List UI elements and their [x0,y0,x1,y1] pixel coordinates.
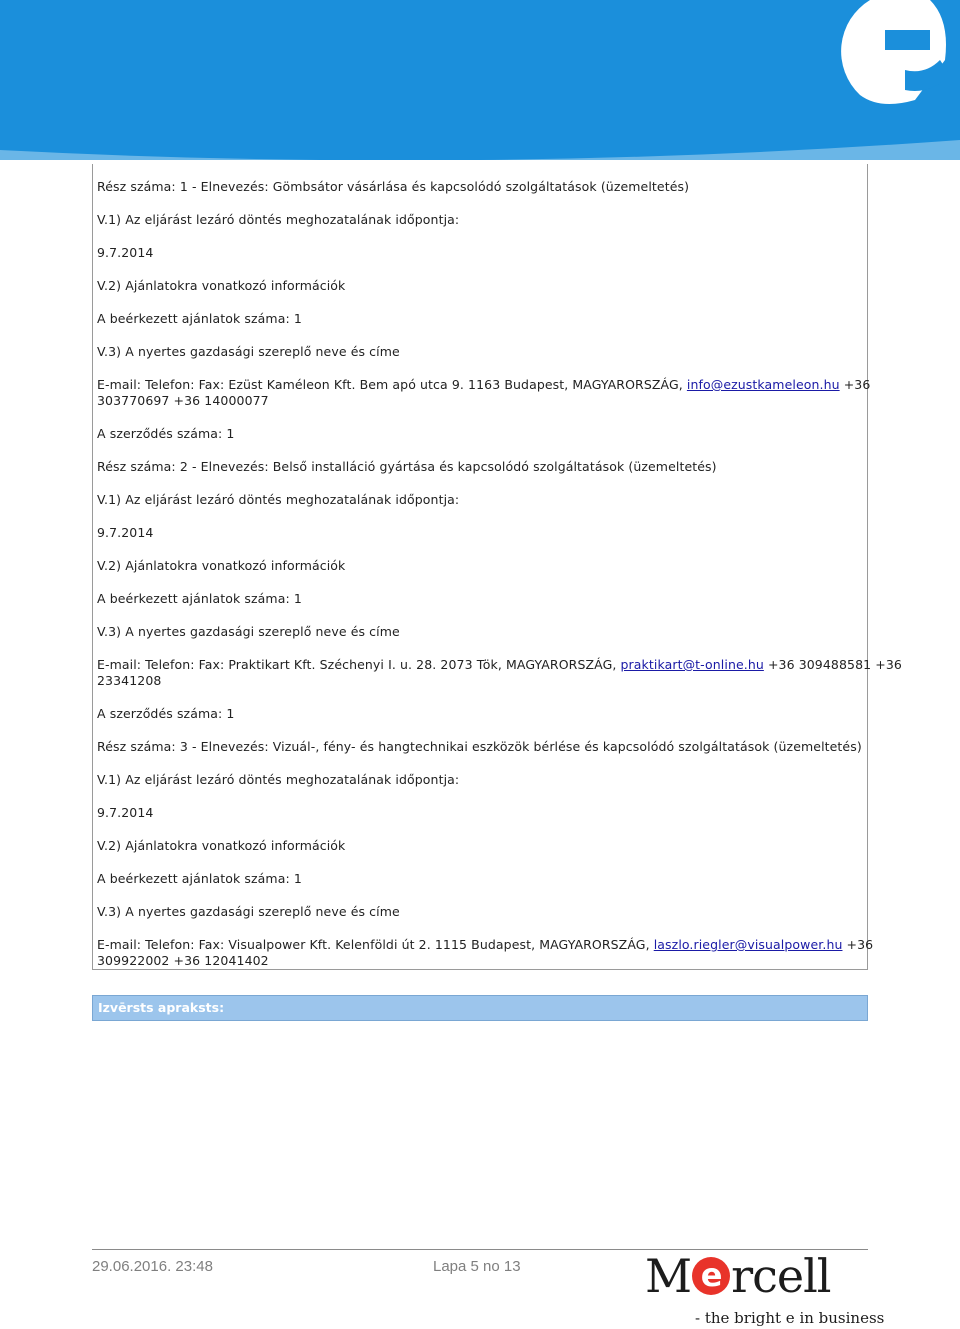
winner-contact-cont: 23341208 [97,673,162,688]
section-v1: V.1) Az eljárást lezáró döntés meghozatalának időpontja: [97,772,460,787]
part-title: Rész száma: 2 - Elnevezés: Belső installáció gyártása és kapcsolódó szolgáltatások (üzemeltetés) [97,459,717,474]
email-link[interactable]: laszlo.riegler@visualpower.hu [653,937,843,952]
section-v2: V.2) Ajánlatokra vonatkozó információk [97,278,346,293]
part-title: Rész száma: 3 - Elnevezés: Vizuál-, fény- és hangtechnikai eszközök bérlése és kapcsolódó szolgáltatások (üzemeltetés) [97,739,862,754]
email-link[interactable]: info@ezustkameleon.hu [686,377,840,392]
winner-contact [97,657,902,673]
contact-phone: +36 [842,937,874,952]
section-title: Izvērsts apraksts: [98,1000,225,1015]
logo-letters: rcell [731,1249,831,1303]
contract-number: A szerződés száma: 1 [97,706,235,721]
contact-text: E-mail: Telefon: Fax: Visualpower Kft. Kelenföldi út 2. 1115 Budapest, MAGYARORSZÁG, [97,937,654,952]
contact-phone: +36 [839,377,871,392]
contact-text: E-mail: Telefon: Fax: Praktikart Kft. Széchenyi I. u. 28. 2073 Tök, MAGYARORSZÁG, [97,657,621,672]
section-v3: V.3) A nyertes gazdasági szereplő neve és címe [97,344,400,359]
decision-date: 9.7.2014 [97,245,154,260]
contact-phone: +36 309488581 +36 [763,657,902,672]
section-v2: V.2) Ajánlatokra vonatkozó információk [97,838,346,853]
email-link[interactable]: praktikart@t-online.hu [620,657,764,672]
offers-count: A beérkezett ajánlatok száma: 1 [97,311,302,326]
section-v2: V.2) Ajánlatokra vonatkozó információk [97,558,346,573]
logo-tagline: - the bright e in business [695,1309,885,1327]
logo-letter: M [645,1249,692,1303]
section-v3: V.3) A nyertes gazdasági szereplő neve és címe [97,624,400,639]
winner-contact [97,377,870,393]
decision-date: 9.7.2014 [97,525,154,540]
offers-count: A beérkezett ajánlatok száma: 1 [97,871,302,886]
part-title: Rész száma: 1 - Elnevezés: Gömbsátor vásárlása és kapcsolódó szolgáltatások (üzemeltetés) [97,179,690,194]
contact-text: E-mail: Telefon: Fax: Ezüst Kaméleon Kft. Bem apó utca 9. 1163 Budapest, MAGYARORSZÁG, [97,377,687,392]
section-v1: V.1) Az eljárást lezáró döntés meghozatalának időpontja: [97,492,460,507]
contract-number: A szerződés száma: 1 [97,426,235,441]
section-header [92,995,868,1021]
winner-contact [97,937,873,953]
banner-e-logo-icon [0,0,960,160]
section-v1: V.1) Az eljárást lezáró döntés meghozatalának időpontja: [97,212,460,227]
footer-datetime: 29.06.2016. 23:48 [92,1258,213,1275]
section-v3: V.3) A nyertes gazdasági szereplő neve és címe [97,904,400,919]
winner-contact-cont: 309922002 +36 12041402 [97,953,269,968]
header-banner [0,0,960,160]
offers-count: A beérkezett ajánlatok száma: 1 [97,591,302,606]
winner-contact-cont: 303770697 +36 14000077 [97,393,269,408]
logo-e-icon: e [692,1257,730,1295]
footer-page-number: Lapa 5 no 13 [433,1258,521,1275]
logo-wordmark [645,1249,831,1303]
decision-date: 9.7.2014 [97,805,154,820]
marcell-logo [645,1249,885,1329]
